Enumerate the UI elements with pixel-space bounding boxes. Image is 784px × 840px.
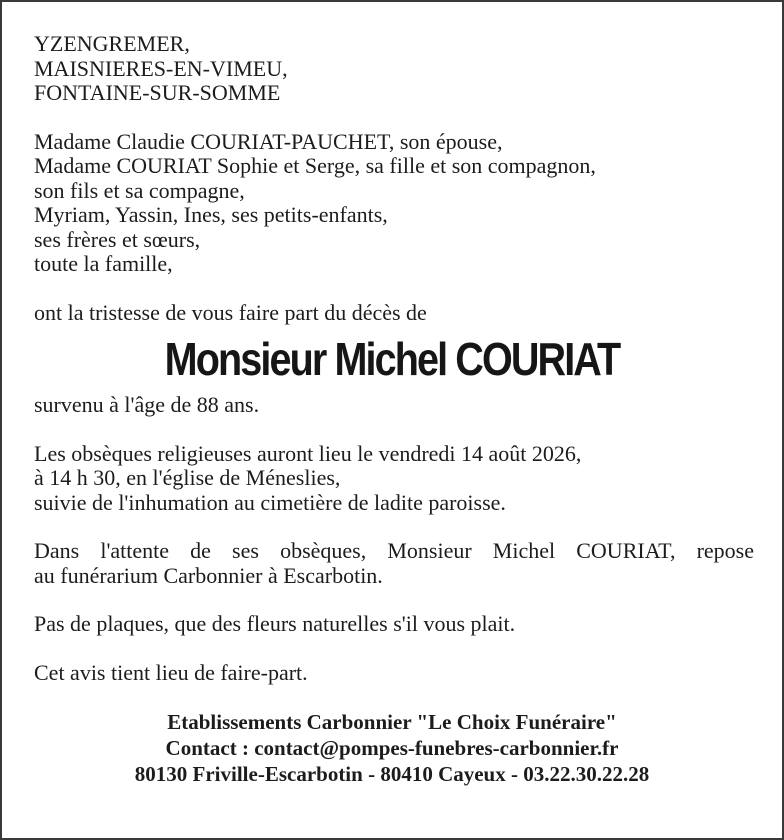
deceased-name: Monsieur Michel COURIAT	[164, 333, 620, 385]
flowers-block	[34, 612, 762, 637]
family-block	[34, 130, 762, 277]
funeral-line: suivie de l'inhumation au cimetière de ladite paroisse.	[34, 489, 506, 515]
funeral-home-footer	[22, 709, 762, 787]
age-block	[34, 393, 762, 418]
address-line: 80130 Friville-Escarbotin - 80410 Cayeux - 03.22.30.22.28	[134, 762, 650, 786]
age-text: survenu à l'âge de 88 ans.	[34, 392, 260, 417]
company-name: Etablissements Carbonnier "Le Choix Funéraire"	[167, 710, 617, 734]
funeral-line: à 14 h 30, en l'église de Méneslies,	[34, 465, 341, 490]
contact-line: Contact : contact@pompes-funebres-carbonnier.fr	[165, 736, 619, 760]
rest-line: au funérarium Carbonnier à Escarbotin.	[34, 562, 383, 588]
announcement-text: ont la tristesse de vous faire part du décès de	[34, 299, 427, 325]
funeral-block	[34, 442, 762, 516]
notice-note-block	[34, 661, 762, 686]
rest-block	[34, 539, 762, 588]
family-line: son fils et sa compagne,	[34, 177, 245, 203]
family-line: Myriam, Yassin, Ines, ses petits-enfants,	[34, 202, 388, 227]
notice-note-text: Cet avis tient lieu de faire-part.	[34, 659, 308, 685]
announcement-block	[34, 301, 762, 326]
rest-line: Dans l'attente de ses obsèques, Monsieur Michel COURIAT, repose	[34, 538, 754, 563]
funeral-line: Les obsèques religieuses auront lieu le vendredi 14 août 2026,	[34, 440, 582, 466]
place-line: MAISNIERES-EN-VIMEU,	[34, 55, 288, 81]
family-line: ses frères et sœurs,	[34, 226, 201, 252]
family-line: Madame Claudie COURIAT-PAUCHET, son épouse,	[34, 128, 503, 154]
places-block	[34, 32, 762, 106]
flowers-text: Pas de plaques, que des fleurs naturelles s'il vous plait.	[34, 611, 516, 636]
family-line: toute la famille,	[34, 251, 173, 276]
place-line: FONTAINE-SUR-SOMME	[34, 80, 281, 105]
family-line: Madame COURIAT Sophie et Serge, sa fille et son compagnon,	[34, 153, 596, 178]
place-line: YZENGREMER,	[34, 31, 190, 56]
